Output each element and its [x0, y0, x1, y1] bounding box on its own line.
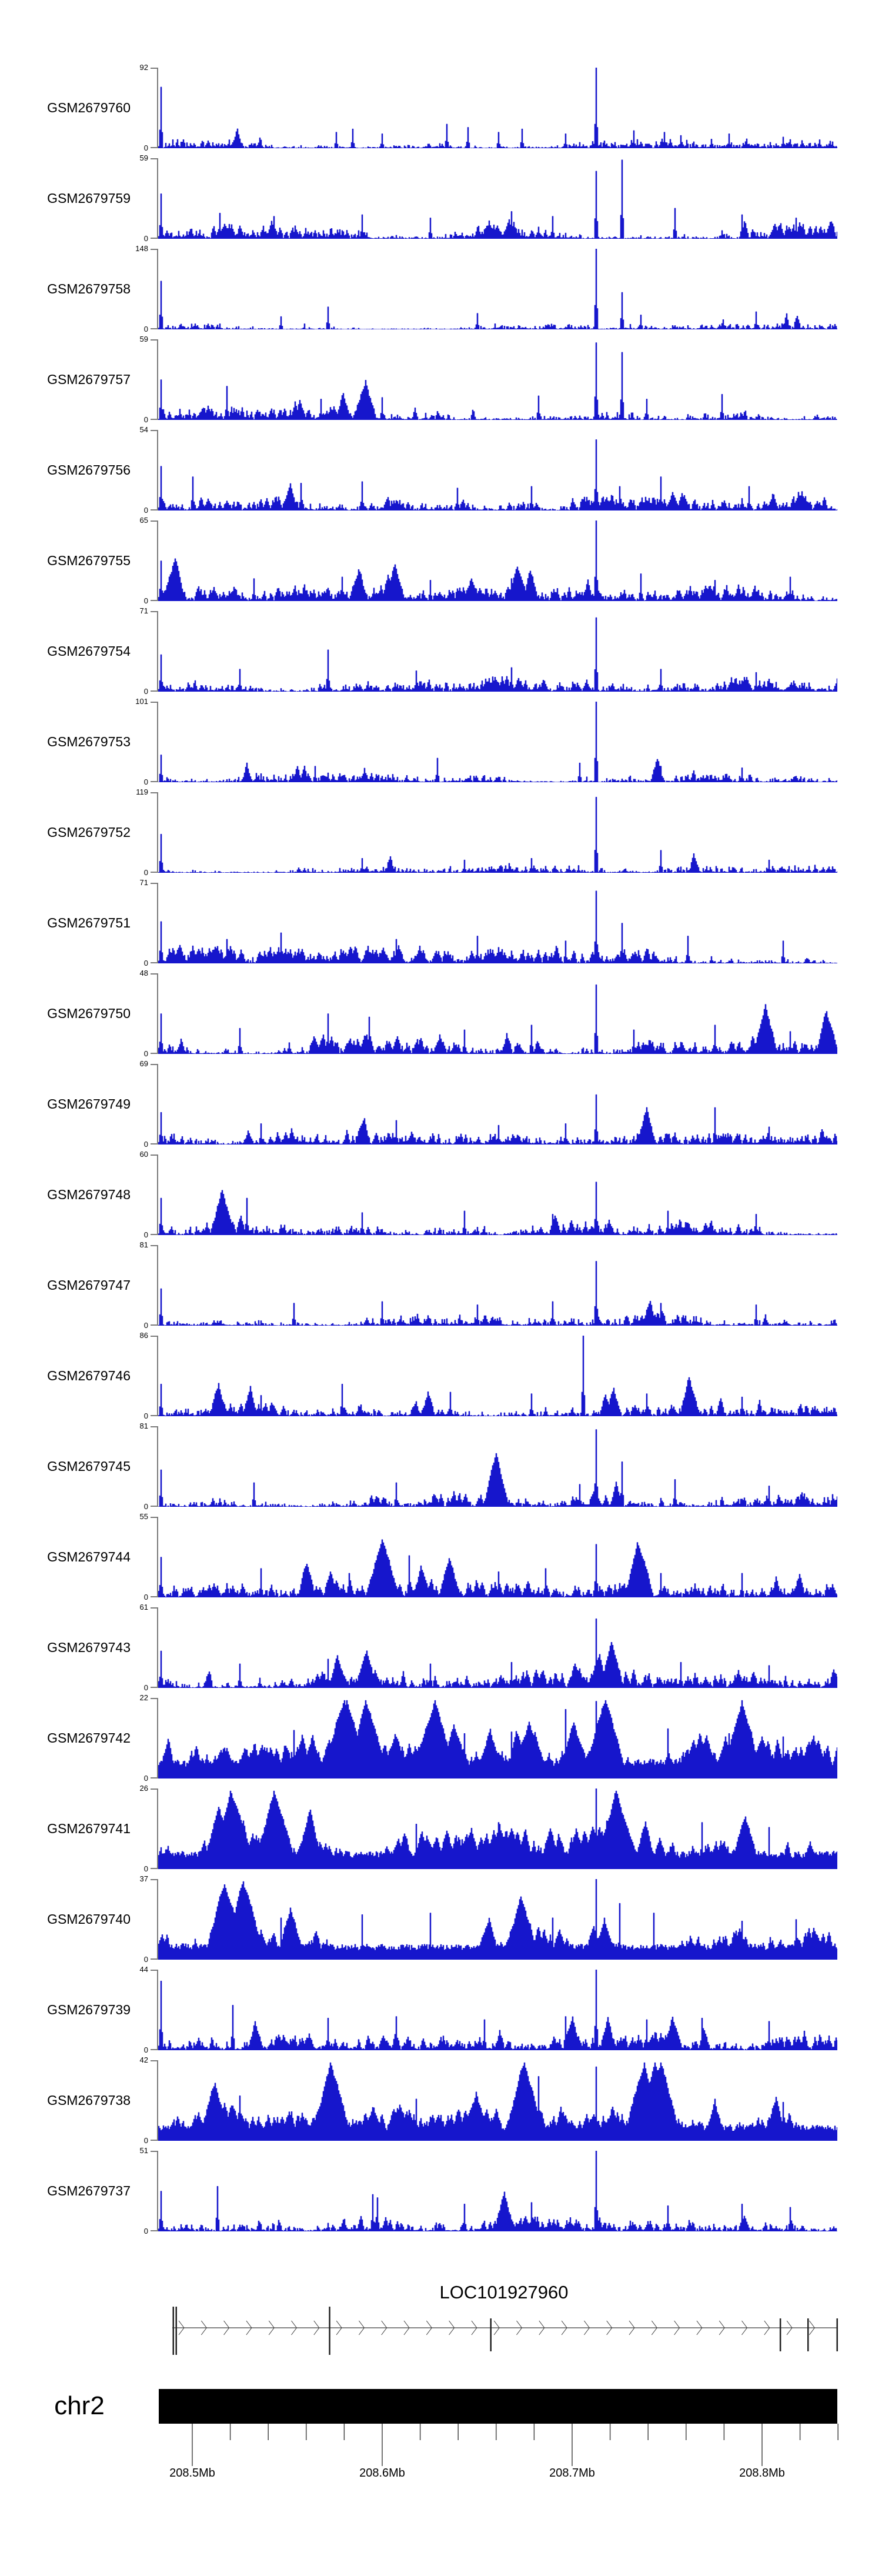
coverage-track	[0, 1331, 882, 1420]
y-axis-max-tick	[151, 1426, 158, 1427]
track-ymax-label: 69	[139, 1059, 148, 1068]
coverage-histogram	[158, 1154, 837, 1235]
track-ymax-label: 59	[139, 335, 148, 343]
coverage-histogram	[158, 2060, 837, 2141]
track-sample-label: GSM2679759	[47, 191, 131, 206]
track-zero-label: 0	[143, 2227, 148, 2235]
track-sample-label: GSM2679754	[47, 643, 131, 659]
coverage-track	[0, 788, 882, 877]
y-axis-zero-tick	[151, 147, 158, 148]
coverage-track	[0, 154, 882, 243]
track-sample-label: GSM2679747	[47, 1277, 131, 1293]
y-axis-zero-tick	[151, 1506, 158, 1507]
track-sample-label: GSM2679742	[47, 1730, 131, 1746]
track-sample-label: GSM2679740	[47, 1911, 131, 1927]
track-ymax-label: 44	[139, 1965, 148, 1974]
track-sample-label: GSM2679752	[47, 825, 131, 840]
coverage-histogram	[158, 520, 837, 601]
coverage-histogram	[158, 1336, 837, 1416]
y-axis-max-tick	[151, 1607, 158, 1609]
y-axis-zero-tick	[151, 2140, 158, 2141]
track-sample-label: GSM2679748	[47, 1187, 131, 1202]
y-axis-max-tick	[151, 1879, 158, 1880]
gene-exon-mark	[780, 2318, 781, 2351]
track-sample-label: GSM2679743	[47, 1640, 131, 1655]
track-sample-label: GSM2679757	[47, 372, 131, 387]
coverage-track	[0, 2146, 882, 2235]
y-axis-max-tick	[151, 1698, 158, 1699]
coverage-track	[0, 1150, 882, 1239]
coverage-histogram	[158, 883, 837, 963]
y-axis-zero-tick	[151, 1958, 158, 1960]
track-zero-label: 0	[143, 2136, 148, 2145]
y-axis-zero-tick	[151, 419, 158, 420]
y-axis-zero-tick	[151, 1777, 158, 1778]
track-zero-label: 0	[143, 687, 148, 696]
coverage-histogram	[158, 1970, 837, 2050]
track-zero-label: 0	[143, 2046, 148, 2054]
y-axis-zero-tick	[151, 690, 158, 692]
coverage-histogram	[158, 339, 837, 420]
y-axis-max-tick	[151, 1970, 158, 1971]
track-ymax-label: 119	[136, 788, 148, 796]
y-axis-zero-tick	[151, 600, 158, 601]
track-ymax-label: 61	[139, 1603, 148, 1611]
coverage-track	[0, 606, 882, 696]
track-sample-label: GSM2679746	[47, 1368, 131, 1383]
coverage-histogram	[158, 611, 837, 692]
coverage-histogram	[158, 158, 837, 239]
coverage-histogram	[158, 1879, 837, 1960]
coverage-histogram	[158, 792, 837, 873]
track-sample-label: GSM2679739	[47, 2002, 131, 2017]
coverage-histogram	[158, 1607, 837, 1688]
track-ymax-label: 22	[139, 1693, 148, 1702]
y-axis-zero-tick	[151, 1596, 158, 1597]
y-axis-max-tick	[151, 973, 158, 975]
axis-tick-label: 208.6Mb	[359, 2467, 405, 2480]
track-sample-label: GSM2679758	[47, 281, 131, 296]
coverage-track	[0, 1693, 882, 1783]
track-sample-label: GSM2679749	[47, 1096, 131, 1112]
coverage-histogram	[158, 1064, 837, 1144]
y-axis-max-tick	[151, 1788, 158, 1790]
coverage-histogram	[158, 1698, 837, 1778]
y-axis-max-tick	[151, 883, 158, 884]
track-zero-label: 0	[143, 868, 148, 877]
track-zero-label: 0	[143, 1049, 148, 1058]
track-ymax-label: 54	[139, 425, 148, 434]
y-axis-zero-tick	[151, 1687, 158, 1688]
track-zero-label: 0	[143, 1593, 148, 1601]
y-axis-max-tick	[151, 430, 158, 431]
track-ymax-label: 59	[139, 154, 148, 162]
coverage-track	[0, 335, 882, 424]
track-ymax-label: 42	[139, 2056, 148, 2064]
y-axis-zero-tick	[151, 1324, 158, 1326]
coverage-track	[0, 1240, 882, 1330]
y-axis-zero-tick	[151, 1053, 158, 1054]
gene-model-track	[158, 2303, 838, 2362]
track-sample-label: GSM2679751	[47, 915, 131, 930]
track-zero-label: 0	[143, 1321, 148, 1330]
gene-name-label: LOC101927960	[439, 2282, 569, 2303]
y-axis-zero-tick	[151, 238, 158, 239]
y-axis-max-tick	[151, 2060, 158, 2061]
coverage-track	[0, 425, 882, 515]
track-ymax-label: 92	[139, 63, 148, 72]
y-axis-max-tick	[151, 1517, 158, 1518]
y-axis-zero-tick	[151, 1234, 158, 1235]
gene-exon-mark	[490, 2318, 492, 2351]
track-sample-label: GSM2679741	[47, 1821, 131, 1836]
track-sample-label: GSM2679745	[47, 1459, 131, 1474]
coverage-track	[0, 63, 882, 152]
gene-exon-mark	[173, 2307, 175, 2355]
track-zero-label: 0	[143, 415, 148, 424]
track-ymax-label: 86	[139, 1331, 148, 1340]
coverage-track	[0, 697, 882, 786]
y-axis-zero-tick	[151, 2049, 158, 2050]
track-ymax-label: 26	[139, 1784, 148, 1793]
coverage-track	[0, 2056, 882, 2145]
y-axis-zero-tick	[151, 781, 158, 782]
track-zero-label: 0	[143, 959, 148, 967]
track-sample-label: GSM2679753	[47, 734, 131, 749]
track-ymax-label: 81	[139, 1240, 148, 1249]
track-zero-label: 0	[143, 1683, 148, 1692]
y-axis-zero-tick	[151, 1415, 158, 1416]
track-ymax-label: 65	[139, 516, 148, 525]
chromosome-label: chr2	[54, 2391, 105, 2420]
coverage-track	[0, 1784, 882, 1873]
genome-axis-ticks	[158, 2424, 841, 2468]
track-zero-label: 0	[143, 1774, 148, 1783]
gene-exon-mark	[176, 2307, 178, 2355]
coverage-histogram	[158, 1245, 837, 1326]
y-axis-max-tick	[151, 68, 158, 69]
coverage-histogram	[158, 249, 837, 329]
track-ymax-label: 37	[139, 1874, 148, 1883]
track-zero-label: 0	[143, 234, 148, 243]
coverage-track	[0, 1059, 882, 1149]
track-sample-label: GSM2679744	[47, 1549, 131, 1564]
coverage-histogram	[158, 2151, 837, 2231]
track-zero-label: 0	[143, 1140, 148, 1149]
coverage-track	[0, 1965, 882, 2054]
y-axis-max-tick	[151, 792, 158, 793]
track-sample-label: GSM2679760	[47, 100, 131, 115]
coverage-track	[0, 516, 882, 605]
coverage-track	[0, 969, 882, 1058]
track-sample-label: GSM2679738	[47, 2093, 131, 2108]
track-ymax-label: 81	[139, 1422, 148, 1430]
coverage-histogram	[158, 1426, 837, 1507]
coverage-histogram	[158, 1788, 837, 1869]
coverage-track	[0, 1422, 882, 1511]
coverage-track	[0, 1512, 882, 1601]
chromosome-ideogram-bar	[159, 2389, 837, 2424]
y-axis-max-tick	[151, 1336, 158, 1337]
y-axis-max-tick	[151, 2151, 158, 2152]
gene-exon-mark	[807, 2318, 809, 2351]
y-axis-zero-tick	[151, 962, 158, 963]
coverage-histogram	[158, 68, 837, 148]
track-zero-label: 0	[143, 778, 148, 786]
track-ymax-label: 148	[135, 244, 148, 253]
y-axis-max-tick	[151, 158, 158, 159]
track-sample-label: GSM2679755	[47, 553, 131, 568]
gene-exon-mark	[837, 2318, 838, 2351]
track-ymax-label: 60	[139, 1150, 148, 1159]
y-axis-max-tick	[151, 1154, 158, 1156]
gene-exon-mark	[329, 2307, 330, 2355]
y-axis-zero-tick	[151, 2230, 158, 2231]
track-zero-label: 0	[143, 1955, 148, 1964]
track-zero-label: 0	[143, 506, 148, 515]
coverage-track	[0, 878, 882, 967]
track-zero-label: 0	[143, 1502, 148, 1511]
track-zero-label: 0	[143, 596, 148, 605]
track-ymax-label: 55	[139, 1512, 148, 1521]
track-zero-label: 0	[143, 1864, 148, 1873]
track-ymax-label: 71	[139, 606, 148, 615]
track-sample-label: GSM2679750	[47, 1006, 131, 1021]
y-axis-max-tick	[151, 249, 158, 250]
track-zero-label: 0	[143, 1412, 148, 1420]
y-axis-max-tick	[151, 339, 158, 341]
coverage-track	[0, 1874, 882, 1964]
coverage-histogram	[158, 973, 837, 1054]
y-axis-zero-tick	[151, 1143, 158, 1144]
y-axis-max-tick	[151, 1064, 158, 1065]
y-axis-zero-tick	[151, 509, 158, 510]
y-axis-zero-tick	[151, 328, 158, 329]
axis-tick-label: 208.5Mb	[169, 2467, 215, 2480]
axis-tick-label: 208.8Mb	[739, 2467, 785, 2480]
track-sample-label: GSM2679737	[47, 2183, 131, 2198]
track-ymax-label: 71	[139, 878, 148, 887]
coverage-track	[0, 244, 882, 333]
track-zero-label: 0	[143, 325, 148, 333]
coverage-histogram	[158, 430, 837, 510]
axis-tick-label: 208.7Mb	[549, 2467, 595, 2480]
track-ymax-label: 48	[139, 969, 148, 977]
coverage-histogram	[158, 1517, 837, 1597]
coverage-track	[0, 1603, 882, 1692]
track-ymax-label: 101	[135, 697, 148, 706]
y-axis-zero-tick	[151, 1868, 158, 1869]
track-ymax-label: 51	[139, 2146, 148, 2155]
y-axis-max-tick	[151, 520, 158, 522]
track-sample-label: GSM2679756	[47, 462, 131, 478]
coverage-histogram	[158, 702, 837, 782]
y-axis-zero-tick	[151, 872, 158, 873]
y-axis-max-tick	[151, 702, 158, 703]
track-zero-label: 0	[143, 144, 148, 152]
y-axis-max-tick	[151, 1245, 158, 1246]
track-zero-label: 0	[143, 1230, 148, 1239]
y-axis-max-tick	[151, 611, 158, 612]
